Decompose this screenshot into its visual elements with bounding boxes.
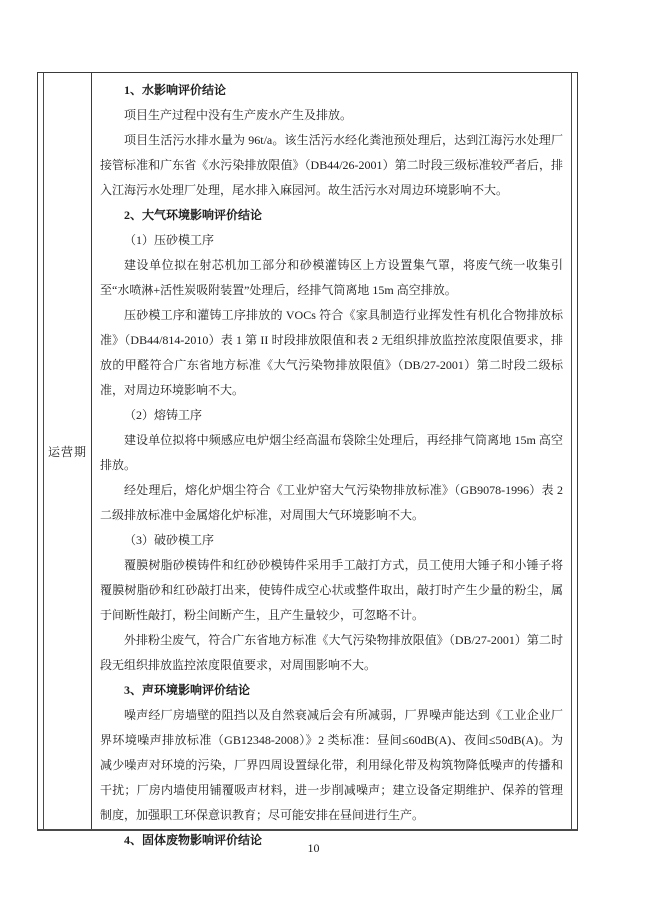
right-inner-border [571,73,572,829]
section-1-heading: 1、水影响评价结论 [124,83,227,97]
section-1-paragraph: 项目生产过程中没有生产废水产生及排放。 [124,108,353,122]
section-2-paragraph: 外排粉尘废气，符合广东省地方标准《大气污染物排放限值》（DB/27-2001）第二时段无组织排放监控浓度限值要求，对周围影响不大。 [100,633,563,672]
section-2-paragraph: 覆膜树脂砂模铸件和红砂砂模铸件采用手工敲打方式，员工使用大锤子和小锤子将覆膜树脂砂和红砂敲打出来，使铸件成空心状或整件取出，敲打时产生少量的粉尘，属于间断性敲打，粉尘间断产生，且产生量较少，可忽略不计。 [100,558,563,622]
section-2-paragraph: 建设单位拟将中频感应电炉烟尘经高温布袋除尘处理后，再经排气筒离地 15m 高空排放。 [100,433,563,472]
assessment-table [37,72,578,847]
section-2-subheading: （2）熔铸工序 [124,408,203,422]
section-2-heading: 2、大气环境影响评价结论 [124,208,263,222]
content-cell [92,73,571,847]
section-3-heading: 3、声环境影响评价结论 [124,683,251,697]
section-3-paragraph: 噪声经厂房墙壁的阻挡以及自然衰减后会有所减弱，厂界噪声能达到《工业企业厂界环境噪声排放标准（GB12348-2008）》2 类标准：昼间≤60dB(A)、夜间≤50dB(A)。为减少噪声对环境的污染，厂界四周设置绿化带，利用绿化带及构筑物降低噪声的传播和干扰；厂房内墙使用铺覆吸声材料，进一步削减噪声；建立设备定期维护、保养的管理制度，加强职工环保意识教育；尽可能安排在昼间进行生产。 [100,708,563,822]
section-2-subheading: （3）破砂模工序 [124,533,215,547]
section-2-paragraph: 经处理后，熔化炉烟尘符合《工业炉窑大气污染物排放标准》（GB9078-1996）表 2 二级排放标准中金属熔化炉标准，对周围大气环境影响不大。 [100,483,563,522]
section-2-subheading: （1）压砂模工序 [124,233,215,247]
section-2-paragraph: 压砂模工序和灌铸工序排放的 VOCs 符合《家具制造行业挥发性有机化合物排放标准》（DB44/814-2010）表 1 第 II 时段排放限值和表 2 无组织排放监控浓度限值要求，排放的甲醛符合广东省地方标准《大气污染物排放限值》（DB/27-2001）第二时段二级标准，对周边环境影响不大。 [100,308,563,397]
section-1-paragraph: 项目生活污水排水量为 96t/a。该生活污水经化粪池预处理后，达到江海污水处理厂接管标准和广东省《水污染排放限值》（DB44/26-2001）第二时段三级标准较严者后，排入江海污水处理厂处理，尾水排入麻园河。故生活污水对周边环境影响不大。 [100,133,563,197]
section-2-paragraph: 建设单位拟在射芯机加工部分和砂模灌铸区上方设置集气罩，将废气统一收集引至“水喷淋+活性炭吸附装置”处理后，经排气筒离地 15m 高空排放。 [100,258,563,297]
row-label-cell [44,73,91,829]
page-number: 10 [307,841,320,855]
section-4-heading: 4、固体废物影响评价结论 [124,833,263,847]
row-label: 运营期 [47,444,87,459]
